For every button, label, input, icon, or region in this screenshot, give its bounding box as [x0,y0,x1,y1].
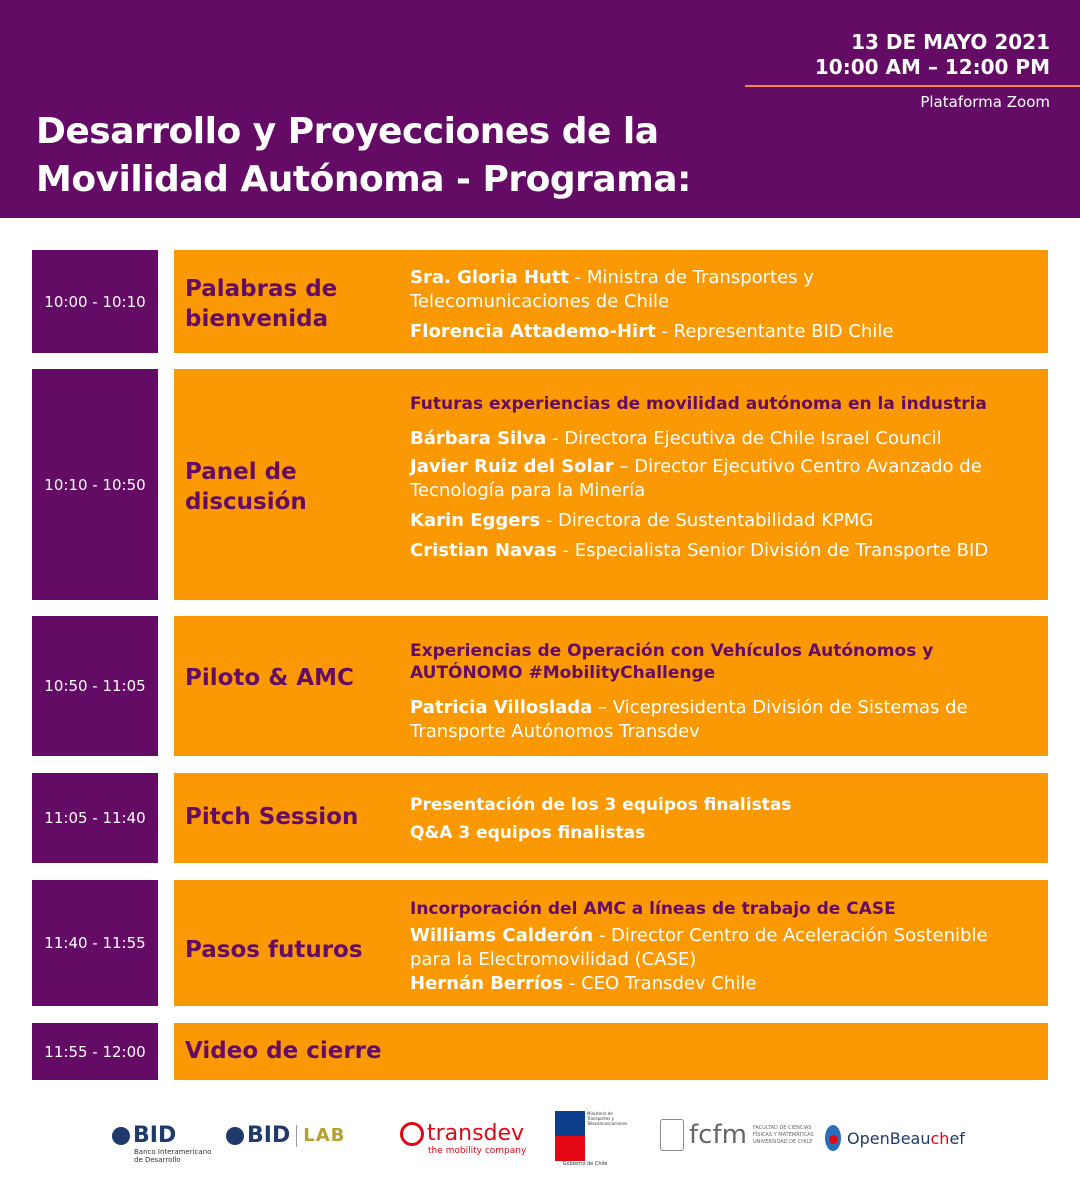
speaker-entry [410,972,1038,996]
event-time: 10:00 AM – 12:00 PM [814,55,1050,79]
ministerio-text: Telecomunicaciones [587,1121,628,1126]
openbeauchef-text: ef [949,1128,965,1148]
speaker-role: Especialista Senior División de Transporte BID [574,540,989,561]
session-topic: Futuras experiencias de movilidad autónoma en la industria [410,394,987,414]
time-slot: 10:10 - 10:50 [32,369,158,600]
header-banner [0,0,1080,218]
schedule-row [0,250,1080,353]
speaker-separator: - [568,267,587,288]
session-panel [174,616,1048,756]
ministerio-footer: Gobierno de Chile [562,1161,608,1167]
title-line-2: Movilidad Autónoma - Programa: [36,159,691,200]
speaker-entry [410,696,1038,720]
speaker-separator: - [556,540,575,561]
speaker-entry [410,320,1038,344]
session-title [185,935,363,965]
ministerio-logo [555,1111,628,1173]
session-topic: Incorporación del AMC a líneas de trabajo de CASE [410,899,896,919]
speaker-role: para la Electromovilidad (CASE) [410,949,697,970]
speaker-role: Tecnología para la Minería [410,480,646,501]
fcfm-subtext: FÍSICAS Y MATEMÁTICAS [752,1131,814,1138]
fcfm-logo [660,1119,814,1151]
speaker-role: Telecomunicaciones de Chile [410,291,670,312]
time-slot: 11:05 - 11:40 [32,773,158,863]
session-title-line: Pasos futuros [185,937,363,963]
session-title-line: Pitch Session [185,804,359,830]
session-item: Presentación de los 3 equipos finalistas [410,795,792,815]
session-title [185,274,337,334]
speaker-entry [410,266,1038,290]
speaker-role: Director Centro de Aceleración Sostenible [611,925,988,946]
university-seal-icon [660,1119,684,1151]
bid-logo-mark: BID [133,1123,177,1148]
transdev-logo-mark: transdev [427,1121,525,1146]
session-panel [174,880,1048,1006]
schedule-row [0,773,1080,863]
time-slot: 11:40 - 11:55 [32,880,158,1006]
session-title [185,802,358,832]
ministerio-text: Transportes y [587,1116,614,1121]
speaker-role: Transporte Autónomos Transdev [410,721,700,742]
globe-icon [112,1127,130,1145]
session-panel [174,773,1048,863]
header-divider [745,85,1080,87]
bid-logo [112,1123,211,1164]
session-item: Q&A 3 equipos finalistas [410,823,646,843]
flag-red [555,1136,585,1161]
session-title-line: Panel de [185,459,297,485]
session-topic: Experiencias de Operación con Vehículos Autónomos y [410,641,934,661]
session-panel [174,1023,1048,1080]
bid-logo-subtext: de Desarrollo [134,1156,181,1164]
session-title [185,1036,382,1066]
speaker-role: Ministra de Transportes y [586,267,814,288]
speaker-role: Representante BID Chile [673,321,894,342]
title-line-1: Desarrollo y Proyecciones de la [36,111,659,152]
speaker-entry [410,427,1038,451]
speaker-role: Director Ejecutivo Centro Avanzado de [634,456,982,477]
speaker-role: Directora de Sustentabilidad KPMG [558,510,874,531]
event-platform: Plataforma Zoom [920,93,1050,111]
session-title [185,663,354,693]
globe-icon [226,1127,244,1145]
openbeauchef-text: OpenBeau [847,1128,931,1148]
speaker-separator: - [593,925,612,946]
flag-blue [555,1111,585,1136]
session-title-line: bienvenida [185,306,329,332]
session-content [410,791,1038,847]
schedule-row [0,369,1080,600]
transdev-tagline: the mobility company [428,1146,527,1156]
speaker-entry [410,924,1038,948]
session-title-line: Piloto & AMC [185,665,354,691]
speaker-name: Sra. Gloria Hutt [410,267,569,288]
speaker-name: Javier Ruiz del Solar [410,456,614,477]
speaker-name: Patricia Villoslada [410,697,593,718]
session-title-line: Video de cierre [185,1038,382,1064]
speaker-separator: – [613,456,635,477]
speaker-role: Directora Ejecutiva de Chile Israel Council [564,428,942,449]
speaker-name: Bárbara Silva [410,428,547,449]
session-content [410,393,1038,563]
schedule-row [0,1023,1080,1080]
fcfm-subtext: FACULTAD DE CIENCIAS [752,1124,812,1131]
session-panel [174,250,1048,353]
session-panel [174,369,1048,600]
lab-logo-mark: LAB [303,1125,346,1146]
time-slot: 10:50 - 11:05 [32,616,158,756]
speaker-name: Cristian Navas [410,540,557,561]
session-topic: AUTÓNOMO #MobilityChallenge [410,663,716,683]
session-title [185,457,307,517]
speaker-name: Karin Eggers [410,510,541,531]
openbeauchef-logo [825,1125,965,1151]
schedule-row [0,616,1080,756]
event-date: 13 DE MAYO 2021 [851,30,1050,54]
bid-logo-subtext: Banco Interamericano [134,1148,212,1156]
sponsor-logos [0,1105,1080,1175]
speaker-entry [410,455,1038,479]
session-title-line: discusión [185,489,307,515]
ministerio-text: Ministerio de [587,1111,613,1116]
logo-divider [296,1125,297,1147]
speaker-entry [410,509,1038,533]
transdev-swirl-icon [400,1122,424,1146]
session-title-line: Palabras de [185,276,338,302]
time-slot: 11:55 - 12:00 [32,1023,158,1080]
speaker-separator: – [592,697,613,718]
fcfm-subtext: UNIVERSIDAD DE CHILE [752,1138,813,1145]
speaker-separator: - [563,973,582,994]
speaker-separator: - [655,321,674,342]
speaker-role: CEO Transdev Chile [581,973,757,994]
schedule-row [0,880,1080,1006]
time-slot: 10:00 - 10:10 [32,250,158,353]
speaker-name: Hernán Berríos [410,973,564,994]
openbeauchef-icon [825,1125,841,1151]
speaker-role: Vicepresidenta División de Sistemas de [612,697,968,718]
speaker-separator: - [546,428,565,449]
fcfm-logo-mark: fcfm [689,1120,747,1150]
openbeauchef-text-accent: ch [930,1128,950,1148]
session-content [410,640,1038,744]
speaker-name: Florencia Attademo-Hirt [410,321,656,342]
session-content [410,898,1038,996]
speaker-separator: - [540,510,559,531]
bidlab-logo-mark: BID [247,1123,291,1148]
session-content [410,266,1038,344]
event-datetime [815,30,1050,80]
speaker-entry [410,539,1038,563]
speaker-name: Williams Calderón [410,925,594,946]
page-title [36,108,691,204]
bidlab-logo [226,1123,345,1148]
transdev-logo [400,1121,526,1156]
